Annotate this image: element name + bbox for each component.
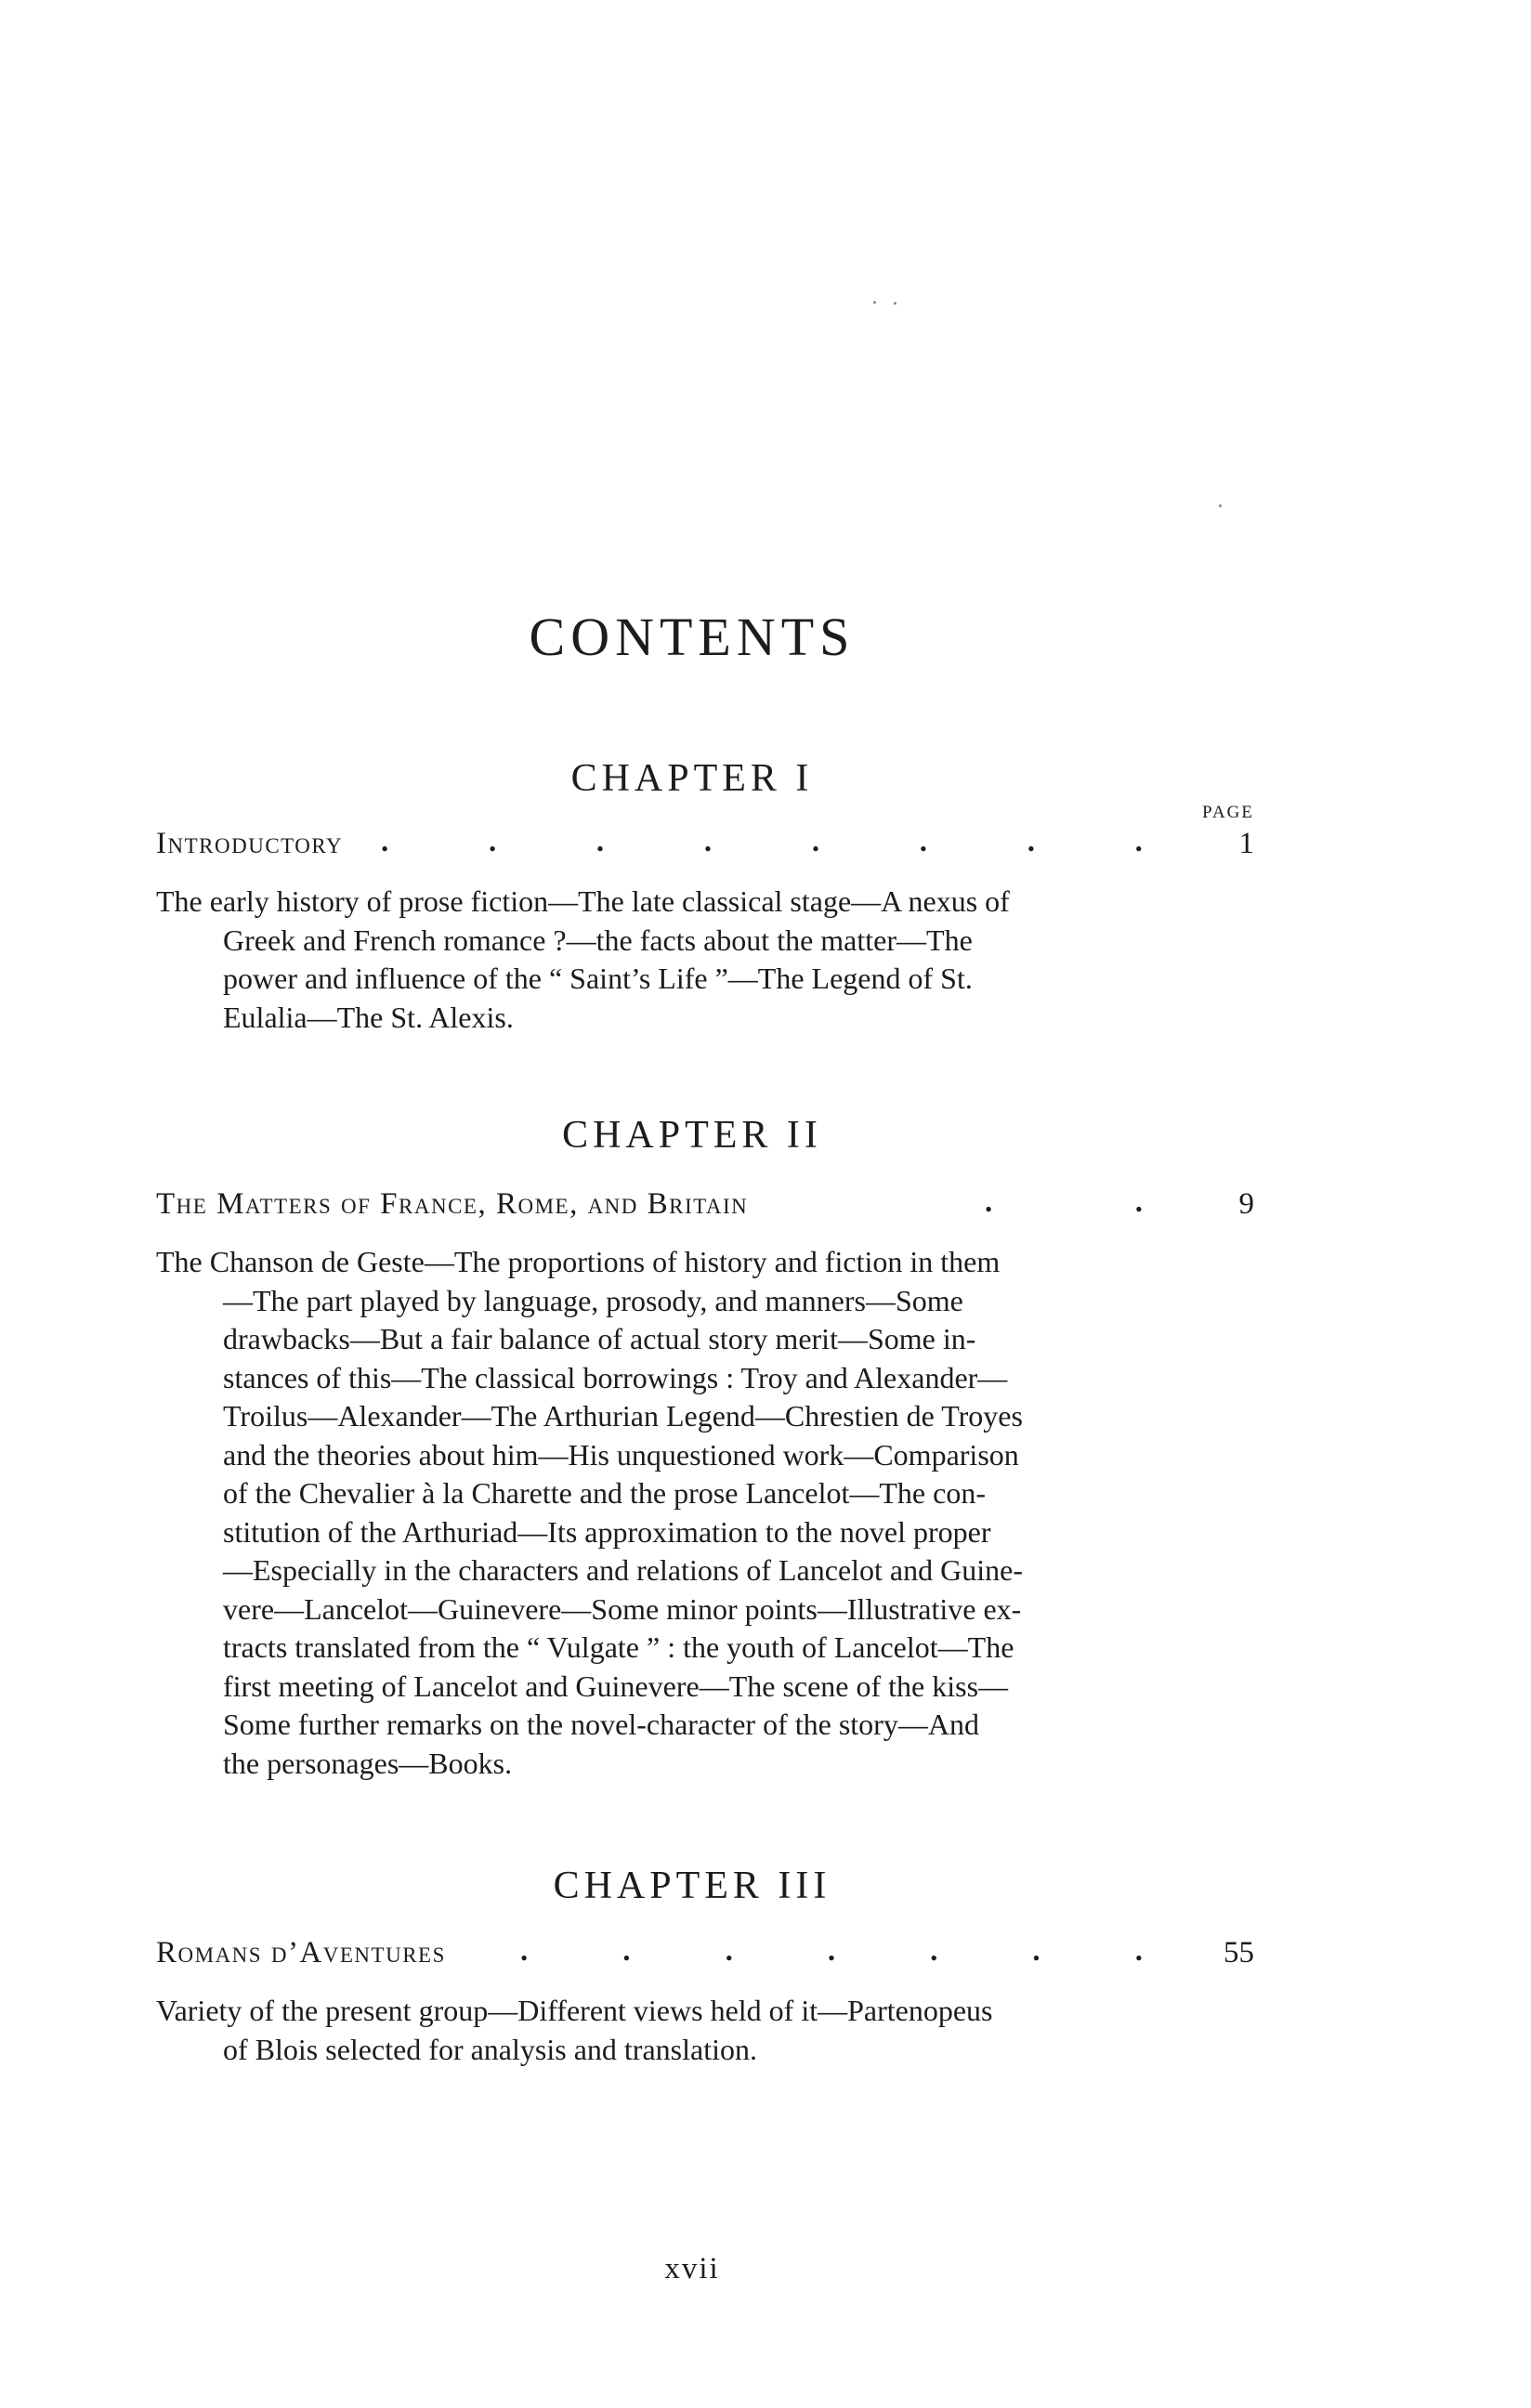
summary-line: —The part played by language, prosody, and manners—Some (223, 1283, 963, 1317)
page-footer-number: xvii (664, 2252, 720, 2285)
summary-line: The early history of prose fiction—The late classical stage—A nexus of (156, 884, 1010, 918)
summary-line: Eulalia—The St. Alexis. (223, 1000, 514, 1034)
summary-line: and the theories about him—His unquestioned work—Comparison (223, 1437, 1019, 1472)
scan-speck (873, 301, 876, 304)
chapter-3-page-number: 55 (1223, 1936, 1254, 1970)
chapter-3-entry-title: Romans d’Aventures (156, 1936, 446, 1970)
dot-leader: . . . . . . . . (381, 825, 1143, 858)
summary-line: vere—Lancelot—Guinevere—Some minor points—Illustrative ex- (223, 1591, 1022, 1626)
chapter-1-page-number: 1 (1238, 827, 1254, 860)
page-column-label: PAGE (1202, 803, 1254, 822)
dot-leader: . . . . . . . (520, 1934, 1143, 1968)
summary-line: drawbacks—But a fair balance of actual story merit—Some in- (223, 1322, 976, 1355)
chapter-2-entry-title: The Matters of France, Rome, and Britain (156, 1187, 749, 1221)
chapter-2-heading: CHAPTER II (562, 1114, 822, 1157)
summary-line: stitution of the Arthuriad—Its approximation to the novel proper (223, 1514, 991, 1549)
scan-speck (1219, 504, 1222, 507)
chapter-1-entry-title: Introductory (156, 827, 344, 860)
chapter-2-summary (156, 1243, 1133, 1783)
summary-line: Variety of the present group—Different views held of it—Partenopeus (156, 1994, 993, 2027)
summary-line: tracts translated from the “ Vulgate ” : the youth of Lancelot—The (223, 1630, 1014, 1664)
summary-line: Some further remarks on the novel-character of the story—And (223, 1708, 979, 1741)
page-title: CONTENTS (529, 607, 856, 667)
chapter-3-heading: CHAPTER III (553, 1865, 831, 1907)
summary-line: —Especially in the characters and relations of Lancelot and Guine- (223, 1553, 1023, 1587)
summary-line: stances of this—The classical borrowings : Troy and Alexander— (223, 1360, 1008, 1394)
chapter-1-heading: CHAPTER I (570, 757, 814, 800)
scan-speck (894, 302, 896, 305)
chapter-3-summary (156, 1992, 1133, 2069)
summary-line: Greek and French romance ?—the facts about the matter—The (223, 923, 973, 957)
summary-line: of the Chevalier à la Charette and the prose Lancelot—The con- (223, 1476, 986, 1510)
chapter-1-summary (156, 883, 1133, 1037)
summary-line: of Blois selected for analysis and translation. (223, 2032, 757, 2066)
summary-line: Troilus—Alexander—The Arthurian Legend—Chrestien de Troyes (223, 1399, 1023, 1433)
summary-line: The Chanson de Geste—The proportions of history and fiction in them (156, 1245, 1001, 1278)
chapter-2-page-number: 9 (1238, 1187, 1254, 1221)
dot-leader: . . (985, 1185, 1143, 1219)
summary-line: power and influence of the “ Saint’s Life ”—The Legend of St. (223, 962, 973, 995)
summary-line: first meeting of Lancelot and Guinevere—The scene of the kiss— (223, 1669, 1009, 1703)
summary-line: the personages—Books. (223, 1746, 513, 1780)
